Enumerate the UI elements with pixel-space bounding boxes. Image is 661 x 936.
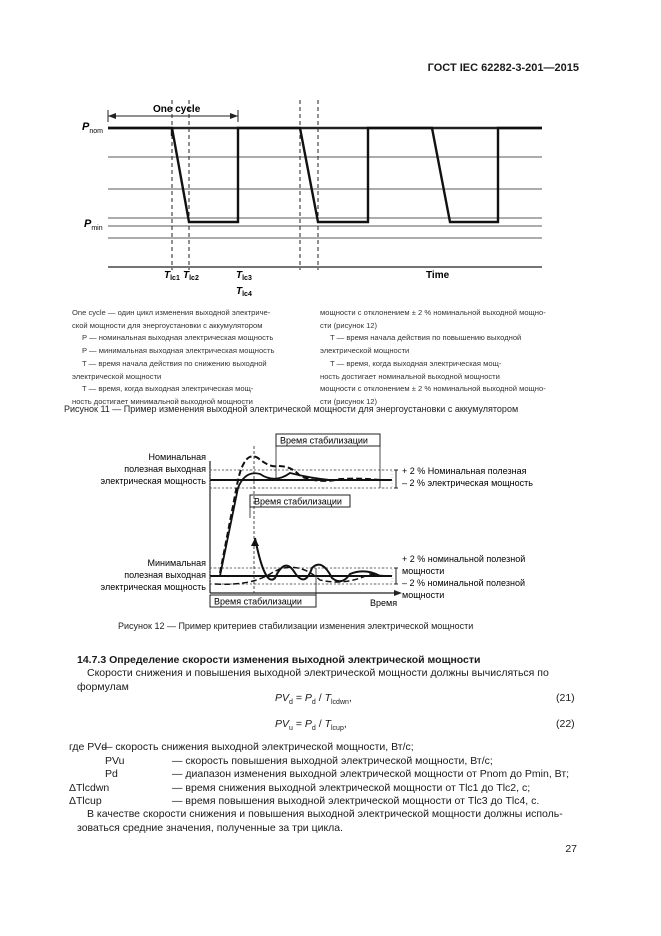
svg-text:Tlc3: $T_{lc3}$ [236, 270, 252, 282]
svg-text:мощности: мощности [402, 590, 445, 600]
svg-text:полезная выходная: полезная выходная [124, 464, 206, 474]
svg-text:Tlc4: $T_{lc4}$ [236, 286, 252, 298]
svg-text:Pnom: $P_{nom}$ [82, 121, 103, 135]
one-cycle-label: One cycle [153, 104, 201, 115]
svg-text:Tlc1: $T_{lc1}$ [164, 270, 180, 282]
figure-11-chart [70, 92, 590, 302]
svg-text:+ 2 % номинальной полезной: + 2 % номинальной полезной [402, 554, 526, 564]
equation-21-number: (21) [556, 692, 575, 704]
document-header: ГОСТ IEC 62282-3-201—2015 [427, 62, 579, 74]
svg-text:Время стабилизации: Время стабилизации [280, 435, 368, 446]
svg-text:мощности: мощности [402, 566, 445, 576]
power-waveform [108, 128, 542, 222]
section-outro: В качестве скорости снижения и повышения выходной электрической мощности должны исполь- зоваться средние значения, полученные за три цикла. [77, 808, 563, 834]
svg-text:Минимальная: Минимальная [147, 558, 206, 568]
equation-22-number: (22) [556, 718, 575, 730]
figure-11-legend-right: мощности с отклонением ± 2 % номинальной выходной мощно- сти (рисунок 12) T — время начала действия по повышению выходной электрической мощности T — время, когда выходная электрическая мощ- ность достигает номинальной выходной мощности мощности с отклонением ± 2 % номинальной выходной мощно- сти (рисунок 12) [320, 308, 546, 406]
figure-12-caption: Рисунок 12 — Пример критериев стабилизации изменения электрической мощности [118, 621, 474, 631]
svg-text:Время стабилизации: Время стабилизации [214, 596, 302, 607]
section-title: 14.7.3 Определение скорости изменения выходной электрической мощности [77, 654, 481, 666]
svg-text:полезная выходная: полезная выходная [124, 570, 206, 580]
svg-text:– 2 % номинальной полезной: – 2 % номинальной полезной [402, 578, 525, 588]
svg-text:Tlc2: $T_{lc2}$ [183, 270, 199, 282]
figure-11-legend-left: One cycle — один цикл изменения выходной электриче- ской мощности для энергоустановки с аккумулятором P — номинальная выходная электрическая мощность P — минимальная выходная электрическая мощность T — время начала действия по снижению выходной электрической мощности T — время, когда выходная электрическая мощ- ность достигает минимальной выходной мощности [72, 308, 275, 406]
svg-text:электрическая мощность: электрическая мощность [100, 476, 206, 486]
page-number: 27 [565, 843, 577, 855]
section-intro: Скорости снижения и повышения выходной электрической мощности должны вычисляться по формулам [77, 667, 549, 693]
svg-text:Время: Время [370, 598, 398, 608]
figure-12-chart [80, 428, 580, 613]
svg-text:Pmin: $P_{min}$ [84, 218, 103, 232]
svg-text:Время стабилизации: Время стабилизации [254, 496, 342, 507]
time-label: Time [426, 270, 450, 281]
equation-22: $PV_u = P_d / T_{lcup}$, [275, 718, 347, 733]
symbol-definitions: где PVd — скорость снижения выходной электрической мощности, Вт/с; PVu — скорость повышения выходной электрической мощности, Вт/с; Pd — диапазон изменения выходной электрической мощности от Pnom до Pmin, Вт; ΔTlcdwn — время снижения выходной электрической мощности от Tlc1 до Tlc2, с; ΔTlcup — время повышения выходной электрической мощности от Tlc3 до Tlc4, с. [69, 741, 570, 807]
svg-text:– 2 % электрическая мощность: – 2 % электрическая мощность [402, 478, 533, 488]
svg-text:Номинальная: Номинальная [148, 452, 206, 462]
figure-11-caption: Рисунок 11 — Пример изменения выходной электрической мощности для энергоустановки с аккумулятором [64, 404, 519, 414]
equation-21: $PV_d = P_d / T_{lcdwn}$, [275, 692, 352, 707]
svg-text:+ 2 % Номинальная полезная: + 2 % Номинальная полезная [402, 466, 527, 476]
svg-text:электрическая мощность: электрическая мощность [100, 582, 206, 592]
